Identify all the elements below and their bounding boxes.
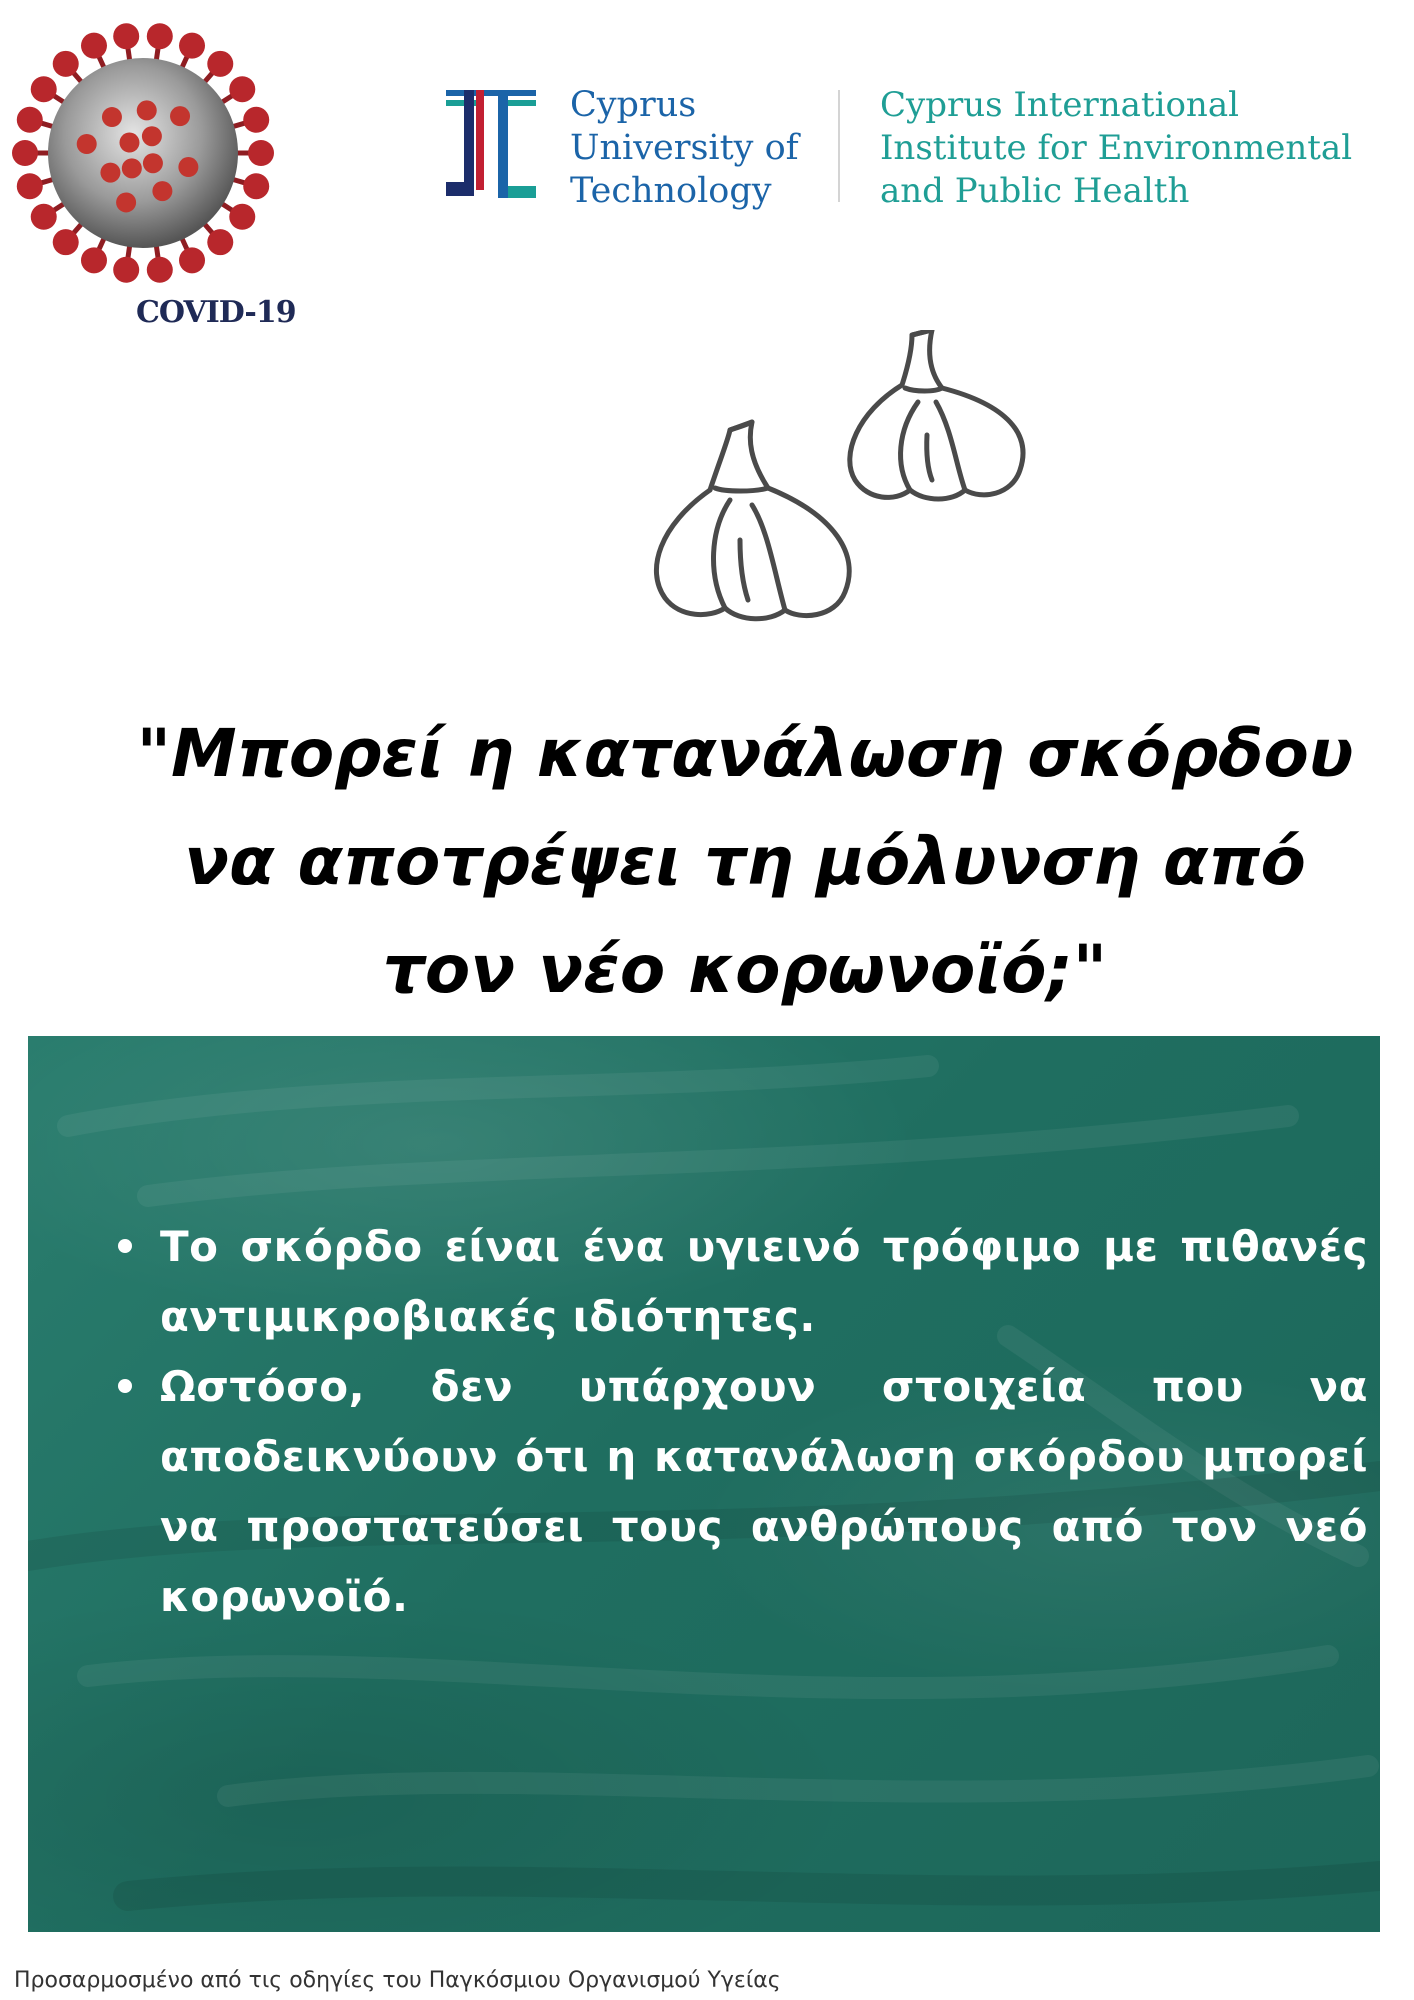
virus-spike-head [207, 229, 233, 255]
header-divider [838, 90, 840, 202]
institute-name-line: Cyprus International [880, 85, 1239, 125]
virus-spike-head [229, 76, 255, 102]
virus-surface-spike [77, 134, 97, 154]
title-line: "Μπορεί η κατανάλωση σκόρδου [136, 715, 1354, 792]
virus-spike-head [147, 23, 173, 49]
virus-spike-head [179, 33, 205, 59]
virus-surface-spike [102, 107, 122, 127]
university-name-line: Cyprus [570, 85, 697, 125]
virus-spike-head [229, 204, 255, 230]
virus-surface-spike [122, 158, 142, 178]
list-item: Το σκόρδο είναι ένα υγιεινό τρόφιμο με πιθανές αντιμικροβιακές ιδιότητες. [132, 1212, 1368, 1352]
virus-spike-head [31, 76, 57, 102]
virus-spike-head [243, 173, 269, 199]
coronavirus-illustration [8, 18, 278, 288]
virus-spike-head [53, 229, 79, 255]
virus-spike-head [243, 107, 269, 133]
virus-surface-spike [152, 181, 172, 201]
university-name [570, 84, 810, 213]
virus-surface-spike [178, 157, 198, 177]
covid-label: COVID-19 [136, 295, 296, 330]
virus-surface-spike [143, 153, 163, 173]
virus-surface-spike [116, 192, 136, 212]
virus-spike-head [147, 257, 173, 283]
page-title [120, 700, 1370, 1024]
virus-spike-head [12, 140, 38, 166]
title-line: να αποτρέψει τη μόλυνση από [184, 823, 1306, 900]
garlic-icon [640, 330, 1060, 675]
university-name-line: University of [570, 128, 799, 168]
virus-surface-spike [137, 100, 157, 120]
title-line: τον νέο κορωνοϊό;" [382, 931, 1108, 1008]
virus-spike-head [17, 107, 43, 133]
virus-surface-spike [142, 126, 162, 146]
virus-spike-head [113, 257, 139, 283]
facts-list [132, 1212, 1368, 1632]
source-note: Προσαρμοσμένο από τις οδηγίες του Παγκόσμιου Οργανισμού Υγείας [14, 1968, 781, 1993]
cut-logo-icon [446, 90, 536, 204]
virus-spike-head [17, 173, 43, 199]
virus-spike-head [207, 51, 233, 77]
virus-surface-spike [170, 106, 190, 126]
institute-name-line: Institute for Environmental [880, 128, 1353, 168]
virus-spike-head [31, 204, 57, 230]
list-item: Ωστόσο, δεν υπάρχουν στοιχεία που να αποδεικνύουν ότι η κατανάλωση σκόρδου μπορεί να προστατεύσει τους ανθρώπους από τον νεό κορωνοϊό. [132, 1352, 1368, 1632]
university-name-line: Technology [570, 171, 772, 211]
virus-spike-head [53, 51, 79, 77]
chalkboard-panel [28, 1036, 1380, 1932]
virus-surface-spike [100, 163, 120, 183]
institute-name [880, 84, 1400, 213]
virus-spike-head [81, 247, 107, 273]
virus-surface-spike [119, 133, 139, 153]
virus-spike-head [81, 33, 107, 59]
virus-spike-head [248, 140, 274, 166]
virus-spike-head [179, 247, 205, 273]
institute-name-line: and Public Health [880, 171, 1190, 211]
virus-spike-head [113, 23, 139, 49]
